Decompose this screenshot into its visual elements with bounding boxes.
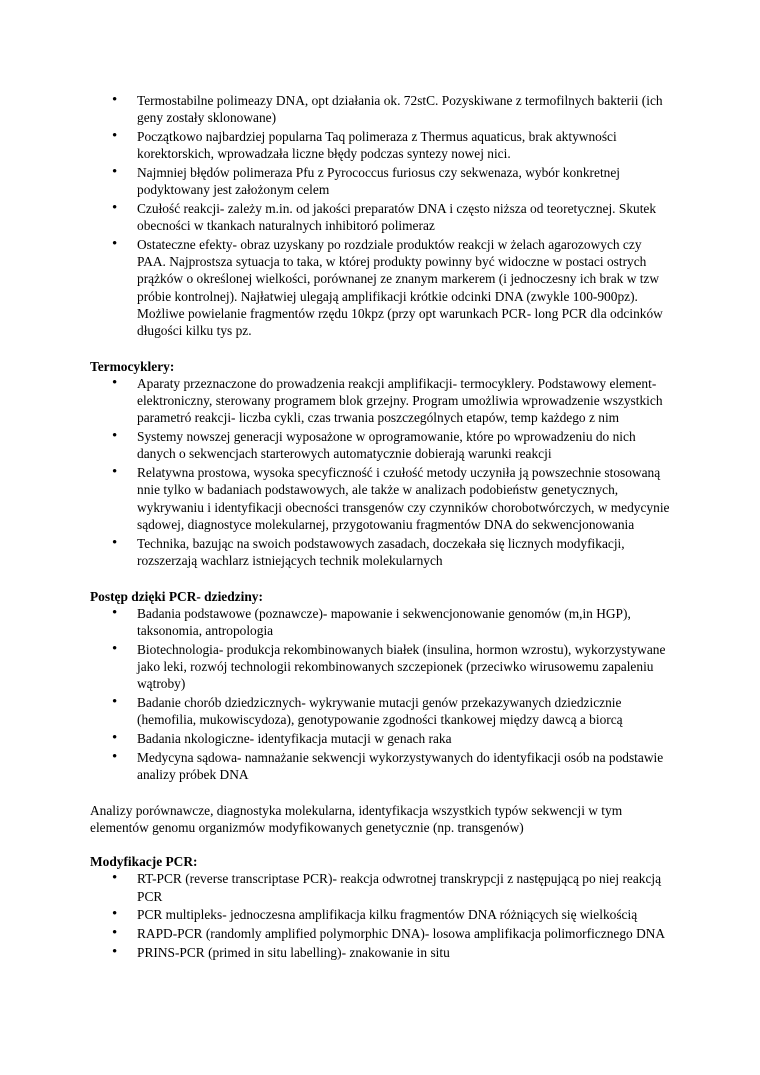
bullet-list-postep — [90, 605, 670, 783]
list-item: • PCR multipleks- jednoczesna amplifikacja kilku fragmentów DNA różniących się wielkością — [90, 906, 670, 923]
list-item: • Medycyna sądowa- namnażanie sekwencji wykorzystywanych do identyfikacji osób na podstawie analizy próbek DNA — [90, 749, 670, 783]
list-item: • Technika, bazując na swoich podstawowych zasadach, doczekała się licznych modyfikacji, rozszerzają wachlarz istniejących technik molekularnych — [90, 535, 670, 569]
list-item: • Czułość reakcji- zależy m.in. od jakości preparatów DNA i często niższa od teoretycznej. Skutek obecności w tkankach naturalnych inhibitoró polimeraz — [90, 200, 670, 234]
section-heading-termocyklery: Termocyklery: — [90, 358, 175, 374]
list-item: • Ostateczne efekty- obraz uzyskany po rozdziale produktów reakcji w żelach agarozowych czy PAA. Najprostsza sytuacja to taka, w której produkty powinny być widoczne w postaci ostrych prążków o określonej wielkości, porównanej ze znanym markerem (i jednoczesny ich brak w tzw próbie kontrolnej). Najłatwiej ulegają amplifikacji krótkie odcinki DNA (zwykle 100-900pz). Możliwe powielanie fragmentów rzędu 10kpz (przy opt warunkach PCR- long PCR dla odcinków długości kilku tys pz. — [90, 236, 670, 339]
spacer — [90, 341, 670, 358]
spacer — [90, 571, 670, 588]
list-item: • Początkowo najbardziej popularna Taq polimeraza z Thermus aquaticus, brak aktywności korektorskich, wprowadzała liczne błędy podczas syntezy nowej nici. — [90, 128, 670, 162]
list-item: • Badania podstawowe (poznawcze)- mapowanie i sekwencjonowanie genomów (m,in HGP), taksonomia, antropologia — [90, 605, 670, 639]
list-item: • Badania nkologiczne- identyfikacja mutacji w genach raka — [90, 730, 670, 747]
bullet-list-termocyklery — [90, 375, 670, 569]
list-item: • Biotechnologia- produkcja rekombinowanych białek (insulina, hormon wzrostu), wykorzystywane jako leki, rozwój technologii rekombinowanych szczepionek (przeciwko wirusowemu zapaleniu wątroby) — [90, 641, 670, 693]
section-heading-postep: Postęp dzięki PCR- dziedziny: — [90, 588, 263, 604]
list-item: • Najmniej błędów polimeraza Pfu z Pyrococcus furiosus czy sekwenaza, wybór konkretnej podyktowany jest założonym celem — [90, 164, 670, 198]
spacer — [90, 785, 670, 802]
list-item: • RT-PCR (reverse transcriptase PCR)- reakcja odwrotnej transkrypcji z następującą po niej reakcją PCR — [90, 870, 670, 904]
list-item: • Aparaty przeznaczone do prowadzenia reakcji amplifikacji- termocyklery. Podstawowy element- elektroniczny, sterowany programem blok grzejny. Program umożliwia wprowadzenie wszystkich parametró reakcji- liczba cykli, czas trwania poszczególnych etapów, temp każdego z nim — [90, 375, 670, 427]
list-item: • Relatywna prostowa, wysoka specyficzność i czułość metody uczyniła ją powszechnie stosowaną nnie tylko w badaniach podstawowych, ale także w analizach podobieństw genetycznych, wykrywaniu i identyfikacji obecności transgenów czy czynników chorobotwórczych, w medycynie sądowej, diagnostyce molekularnej, przygotowaniu fragmentów DNA do sekwencjonowania — [90, 464, 670, 533]
list-item: • PRINS-PCR (primed in situ labelling)- znakowanie in situ — [90, 944, 670, 961]
list-item: • RAPD-PCR (randomly amplified polymorphic DNA)- losowa amplifikacja polimorficznego DNA — [90, 925, 670, 942]
bullet-list-intro — [90, 92, 670, 339]
section-heading-modyfikacje: Modyfikacje PCR: — [90, 854, 198, 870]
bullet-list-modyfikacje — [90, 870, 670, 961]
list-item: • Systemy nowszej generacji wyposażone w oprogramowanie, które po wprowadzeniu do nich danych o sekwencjach starterowych automatycznie dobierają warunki reakcji — [90, 428, 670, 462]
document-body — [90, 92, 670, 963]
list-item: • Badanie chorób dziedzicznych- wykrywanie mutacji genów przekazywanych dziedzicznie (hemofilia, mukowiscydoza), genotypowanie zgodności tkankowej między dawcą a biorcą — [90, 694, 670, 728]
list-item: • Termostabilne polimeazy DNA, opt działania ok. 72stC. Pozyskiwane z termofilnych bakterii (ich geny zostały sklonowane) — [90, 92, 670, 126]
spacer — [90, 836, 670, 853]
paragraph: Analizy porównawcze, diagnostyka molekularna, identyfikacja wszystkich typów sekwencji w tym elementów genomu organizmów modyfikowanych genetycznie (np. transgenów) — [90, 802, 623, 836]
